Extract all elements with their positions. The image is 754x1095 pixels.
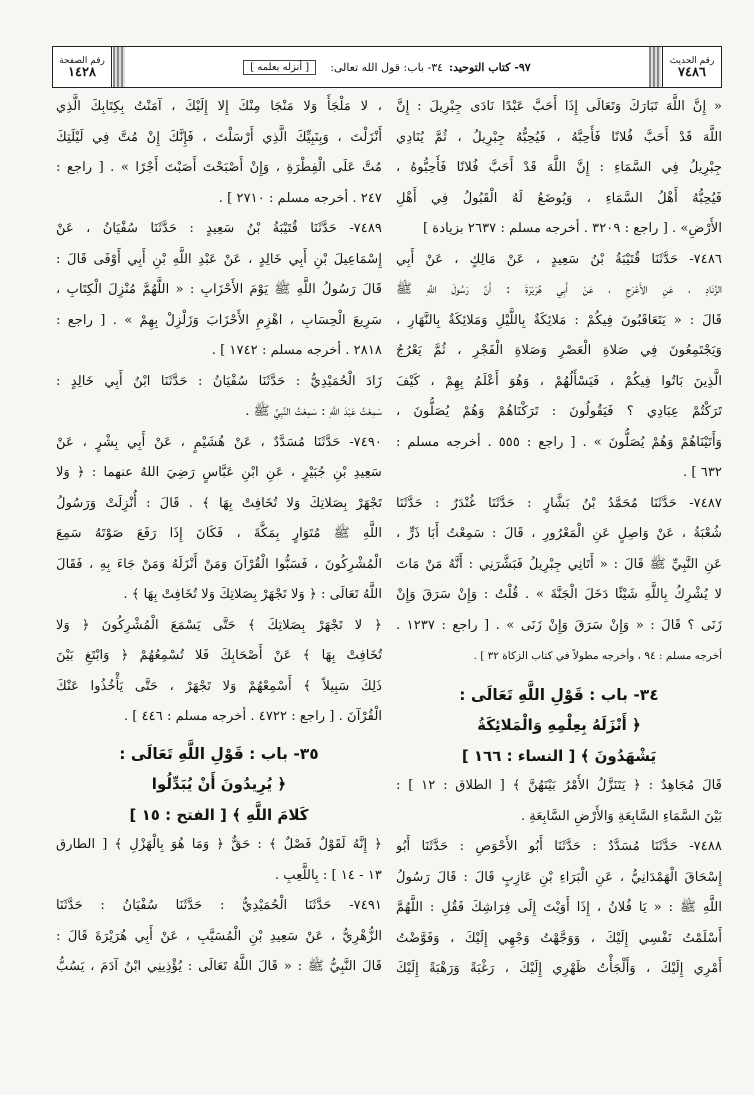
page-number-box: [53, 47, 112, 87]
chapter-35-verse-line1: ﴿ يُرِيدُونَ أَنْ يُبَدِّلُوا: [151, 775, 287, 793]
text-line: ٧٤٨٦- حَدَّثَنَا قُتَيْبَةُ بْنُ سَعِيدٍ ، عَنْ مَالِكٍ ، عَنْ أَبِي: [396, 251, 722, 267]
text-line: فَيُحِبُّهُ أَهْلُ السَّمَاءِ ، وَيُوضَعُ لَهُ الْقَبُولُ فِي أَهْلِ: [396, 190, 722, 206]
right-column-text-after: [396, 771, 722, 985]
right-column-text: [396, 92, 722, 672]
chapter-34-verse-line1: ﴿ أَنْزَلَهُ بِعِلْمِهِ وَالْمَلائِكَةُ: [477, 716, 641, 734]
text-line: الزُّهْرِيُّ ، عَنْ سَعِيدِ بْنِ الْمُسَيَّبِ ، عَنْ أَبِي هُرَيْرَةَ قَالَ :: [56, 928, 382, 944]
text-line: ١٣ - ١٤ ] : بِاللَّعِبِ .: [274, 867, 382, 883]
text-line: قَالَ مُجَاهِدٌ : ﴿ يَتَنَزَّلُ الأَمْرُ بَيْنَهُنَّ ﴾ [ الطلاق : ١٢ ] :: [396, 778, 722, 793]
text-line: أَنْزَلْتَ ، وَبِنَبِيِّكَ الَّذِي أَرْسَلْتَ ، فَإِنَّكَ إِنْ مُتَّ فِي لَيْلَتِكَ: [56, 129, 382, 145]
book-title: ٩٧- كتاب التوحيد:: [449, 60, 531, 74]
text-line: ٢٤٧ . أخرجه مسلم : ٢٧١٠ ] .: [218, 190, 382, 206]
left-column-text: [56, 92, 382, 733]
hadith-number: ٧٤٨٦: [678, 65, 706, 80]
text-line: سَرِيعَ الْحِسَابِ ، اهْزِمِ الأَحْزَابَ وَزَلْزِلْ بِهِمْ » . [ راجع :: [56, 312, 382, 328]
left-column-text-after: [56, 830, 382, 983]
left-column: [56, 92, 382, 983]
page-number-label: رقم الصفحة: [59, 56, 105, 66]
text-line: شُعْبَةُ ، عَنْ وَاصِلٍ عَنِ الْمَعْرُورِ ، قَالَ : سَمِعْتُ أَبَا ذَرٍّ ،: [396, 526, 722, 541]
text-line: الْمُشْرِكُونَ ، فَسَبُّوا الْقُرْآنَ وَمَنْ أَنْزَلَهُ وَمَنْ جَاءَ بِهِ ، فَقَالَ: [56, 556, 382, 572]
header-ornament-left: [113, 47, 125, 87]
text-line: وَأَتَيْنَاهُمْ وَهُمْ يُصَلُّونَ » . [ راجع : ٥٥٥ . أخرجه مسلم :: [396, 434, 722, 450]
text-line: ٧٤٨٧- حَدَّثَنَا مُحَمَّدُ بْنُ بَشَّارٍ : حَدَّثَنَا غُنْدَرٌ : حَدَّثَنَا: [396, 495, 722, 511]
text-line: زَنَى ؟ قَالَ : « وَإِنْ سَرَقَ وَإِنْ زَنَى » . [ راجع : ١٢٣٧ .: [396, 617, 722, 633]
header-ornament-right: [649, 47, 661, 87]
text-line: أَسْلَمْتُ نَفْسِي إِلَيْكَ ، وَوَجَّهْتُ وَجْهِي إِلَيْكَ ، وَفَوَّضْتُ: [396, 930, 722, 946]
text-line: إِسْمَاعِيلَ بْنِ أَبِي خَالِدٍ ، عَنْ عَبْدِ اللَّهِ بْنِ أَبِي أَوْفَى قَالَ :: [56, 251, 382, 267]
text-line: جِبْرِيلُ فِي السَّمَاءِ : إِنَّ اللَّهَ قَدْ أَحَبَّ فُلانًا فَأَحِبُّوهُ ،: [396, 160, 722, 175]
text-line: مُتَّ عَلَى الْفِطْرَةِ ، وَإِنْ أَصْبَحْتَ أَصَبْتَ أَجْرًا » . [ راجع :: [56, 160, 382, 175]
chapter-34-verse-line2: يَشْهَدُونَ ﴾ [ النساء : ١٦٦ ]: [461, 746, 657, 765]
text-line: زَادَ الْحُمَيْدِيُّ : حَدَّثَنَا سُفْيَانُ : حَدَّثَنَا ابْنُ أَبِي خَالِدٍ :: [56, 373, 382, 389]
text-line: ٧٤٩١- حَدَّثَنَا الْحُمَيْدِيُّ : حَدَّثَنَا سُفْيَانُ : حَدَّثَنَا: [56, 898, 382, 913]
text-line: تُخَافِتْ بِهَا ﴾ عَنْ أَصْحَابِكَ فَلا تُسْمِعُهُمْ ﴿ وَابْتَغِ بَيْنَ: [56, 648, 382, 663]
text-line: لا يُشْرِكُ بِاللَّهِ شَيْئًا دَخَلَ الْجَنَّةَ » . قُلْتُ : وَإِنْ سَرَقَ وَإِنْ: [396, 587, 722, 602]
text-line: قَالَ : « يَتَعَاقَبُونَ فِيكُمْ : مَلائِكَةٌ بِاللَّيْلِ وَمَلائِكَةٌ بِالنَّهَارِ ،: [396, 312, 722, 328]
text-line: ٧٤٩٠- حَدَّثَنَا مُسَدَّدٌ ، عَنْ هُشَيْمٍ ، عَنْ أَبِي بِشْرٍ ، عَنْ: [56, 434, 382, 450]
text-line: بَيْنَ السَّمَاءِ السَّابِعَةِ وَالأَرْضِ السَّابِعَةِ .: [520, 808, 722, 824]
text-line: ٦٣٢ ] .: [683, 465, 722, 480]
text-line: سَمِعْتُ عَبْدَ اللَّهِ : سَمِعْتُ النَّبِيَّ ﷺ .: [245, 404, 382, 419]
chapter-title: ٣٤- باب: قول الله تعالى:: [330, 60, 444, 74]
chapter-35-heading: ٣٥- باب : قَوْلِ اللَّهِ تَعَالَى :: [119, 744, 319, 763]
text-line: قَالَ رَسُولُ اللَّهِ ﷺ يَوْمَ الأَحْزَابِ : « اللَّهُمَّ مُنْزِلَ الْكِتَابِ ،: [56, 282, 382, 297]
text-line: قَالَ النَّبِيُّ ﷺ : « قَالَ اللَّهُ تَعَالَى : يُؤْذِينِي ابْنُ آدَمَ ، يَسُبُّ: [56, 959, 382, 974]
running-title: [131, 47, 643, 87]
text-line: اللَّهِ ﷺ : « يَا فُلانُ ، إِذَا أَوَيْتَ إِلَى فِرَاشِكَ فَقُلِ : اللَّهُمَّ: [396, 900, 722, 915]
hadith-number-box: [662, 47, 721, 87]
text-line: تَجْهَرْ بِصَلاتِكَ وَلا تُخَافِتْ بِهَا ﴾ . قَالَ : أُنْزِلَتْ وَرَسُولُ: [56, 495, 382, 511]
text-line: اللَّهَ قَدْ أَحَبَّ فُلانًا فَأَحِبَّهُ ، فَيُحِبُّهُ جِبْرِيلُ ، ثُمَّ يُنَادِي: [396, 129, 722, 145]
text-line: ، لا مَلْجَأَ وَلا مَنْجَا مِنْكَ إِلا إِلَيْكَ ، آمَنْتُ بِكِتَابِكَ الَّذِي: [56, 99, 382, 114]
text-line: اللَّهُ تَعَالَى : ﴿ وَلا تَجْهَرْ بِصَلاتِكَ وَلا تُخَافِتْ بِهَا ﴾ .: [123, 587, 382, 602]
text-line: سَعِيدِ بْنِ جُبَيْرٍ ، عَنِ ابْنِ عَبَّاسٍ رَضِيَ اللهُ عنهما : ﴿ وَلا: [56, 465, 382, 480]
text-line: ﴿ لا تَجْهَرْ بِصَلاتِكَ ﴾ حَتَّى يَسْمَعَ الْمُشْرِكُونَ ﴿ وَلا: [56, 617, 382, 633]
text-line: الأَرْضِ» . [ راجع : ٣٢٠٩ . أخرجه مسلم : ٢٦٣٧ بزيادة ]: [422, 221, 722, 236]
text-line: اللَّهِ ﷺ مُتَوَارٍ بِمَكَّةَ ، فَكَانَ إِذَا رَفَعَ صَوْتَهُ سَمِعَ: [56, 526, 382, 541]
text-line: ٢٨١٨ . أخرجه مسلم : ١٧٤٢ ] .: [211, 343, 382, 358]
chapter-35-verse-line2: كَلامَ اللَّهِ ﴾ [ الفتح : ١٥ ]: [129, 805, 309, 824]
right-column: [396, 92, 722, 985]
text-line: إِسْحَاقَ الْهَمْدَانِيُّ ، عَنِ الْبَرَاءِ بْنِ عَازِبٍ قَالَ : قَالَ رَسُولُ: [396, 869, 722, 885]
text-line: أَمْرِي إِلَيْكَ ، وَأَلْجَأْتُ ظَهْرِي إِلَيْكَ ، رَغْبَةً وَرَهْبَةً إِلَيْكَ: [396, 961, 722, 976]
text-line: ٧٤٨٩- حَدَّثَنَا قُتَيْبَةُ بْنُ سَعِيدٍ : حَدَّثَنَا سُفْيَانُ ، عَنْ: [56, 221, 382, 236]
chapter-34-heading: ٣٤- باب : قَوْلِ اللَّهِ تَعَالَى :: [459, 685, 659, 704]
chapter-quote: [ أنزله بعلمه ]: [243, 60, 316, 75]
text-line: أخرجه مسلم : ٩٤ ، وأخرجه مطولاً في كتاب الزكاة ٣٢ ] .: [473, 650, 722, 662]
text-line: « إِنَّ اللَّهَ تَبَارَكَ وَتَعَالَى إِذَا أَحَبَّ عَبْدًا نَادَى جِبْرِيلَ : إِنَّ: [396, 99, 722, 114]
text-line: عَنِ النَّبِيِّ ﷺ قَالَ : « أَتَانِي جِبْرِيلُ فَبَشَّرَنِي : أَنَّهُ مَنْ مَاتَ: [396, 556, 722, 572]
page-header: [52, 46, 722, 88]
text-line: تَرَكْتُمْ عِبَادِي ؟ فَيَقُولُونَ : تَرَكْنَاهُمْ وَهُمْ يُصَلُّونَ ،: [396, 404, 722, 419]
text-line: الزِّنَادِ ، عَنِ الأَعْرَجِ ، عَنْ أَبِي هُرَيْرَةَ : أَنَّ رَسُولَ اللَّهِ ﷺ: [396, 282, 722, 297]
text-line: ٧٤٨٨- حَدَّثَنَا مُسَدَّدٌ : حَدَّثَنَا أَبُو الأَحْوَصِ : حَدَّثَنَا أَبُو: [396, 839, 722, 854]
page-number: ١٤٢٨: [68, 65, 96, 80]
text-line: ذَلِكَ سَبِيلاً ﴾ أَسْمِعْهُمْ وَلا تَجْهَرْ ، حَتَّى يَأْخُذُوا عَنْكَ: [56, 678, 382, 694]
hadith-number-label: رقم الحديث: [669, 56, 715, 66]
text-line: وَيَجْتَمِعُونَ فِي صَلاةِ الْعَصْرِ وَصَلاةِ الْفَجْرِ ، ثُمَّ يَعْرُجُ: [396, 343, 722, 358]
text-line: الْقُرْآنَ . [ راجع : ٤٧٢٢ . أخرجه مسلم : ٤٤٦ ] .: [123, 709, 382, 724]
text-line: ﴿ إِنَّهُ لَقَوْلٌ فَصْلٌ ﴾ : حَقٌّ ﴿ وَمَا هُوَ بِالْهَزْلِ ﴾ [ الطارق: [56, 837, 382, 852]
text-line: الَّذِينَ بَاتُوا فِيكُمْ ، فَيَسْأَلُهُمْ ، وَهُوَ أَعْلَمُ بِهِمْ ، كَيْفَ: [396, 373, 722, 389]
